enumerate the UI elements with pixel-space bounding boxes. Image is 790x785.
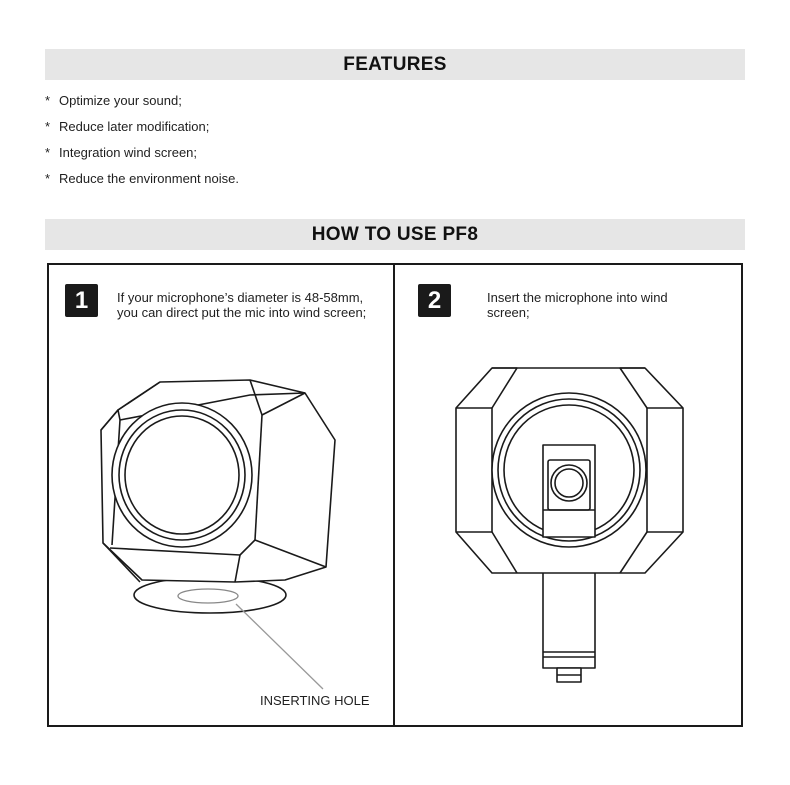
feature-item xyxy=(45,171,239,197)
feature-text: Optimize your sound; xyxy=(59,93,182,108)
bullet-star: * xyxy=(45,119,51,134)
callout-line xyxy=(236,604,323,689)
feature-item xyxy=(45,145,239,171)
step-2-badge xyxy=(418,284,451,317)
panel-divider xyxy=(393,263,395,727)
step-1-number: 1 xyxy=(74,286,89,314)
step-1-badge xyxy=(65,284,98,317)
step-1-line-1: If your microphone’s diameter is 48-58mm, xyxy=(117,290,364,305)
features-heading-text: FEATURES xyxy=(343,53,447,75)
windscreen-angled-illustration xyxy=(95,375,345,695)
windscreen-with-mic-illustration xyxy=(450,365,690,685)
feature-text: Integration wind screen; xyxy=(59,145,198,160)
feature-item xyxy=(45,119,239,145)
feature-text: Reduce later modification; xyxy=(59,119,210,134)
feature-text: Reduce the environment noise. xyxy=(59,171,239,186)
step-2-line-2: screen; xyxy=(487,305,530,320)
step-2-number: 2 xyxy=(427,286,442,314)
step-1-line-2: you can direct put the mic into wind screen; xyxy=(117,305,367,320)
step-2-instruction xyxy=(487,290,727,320)
how-to-use-heading xyxy=(45,219,745,250)
features-heading xyxy=(45,49,745,80)
inserting-hole-label: INSERTING HOLE xyxy=(260,693,370,708)
features-list xyxy=(45,93,239,197)
how-to-use-heading-text: HOW TO USE PF8 xyxy=(311,223,479,245)
step-1-instruction xyxy=(117,290,392,320)
feature-item xyxy=(45,93,239,119)
bullet-star: * xyxy=(45,145,51,160)
step-2-line-1: Insert the microphone into wind xyxy=(487,290,668,305)
bullet-star: * xyxy=(45,171,51,186)
bullet-star: * xyxy=(45,93,51,108)
